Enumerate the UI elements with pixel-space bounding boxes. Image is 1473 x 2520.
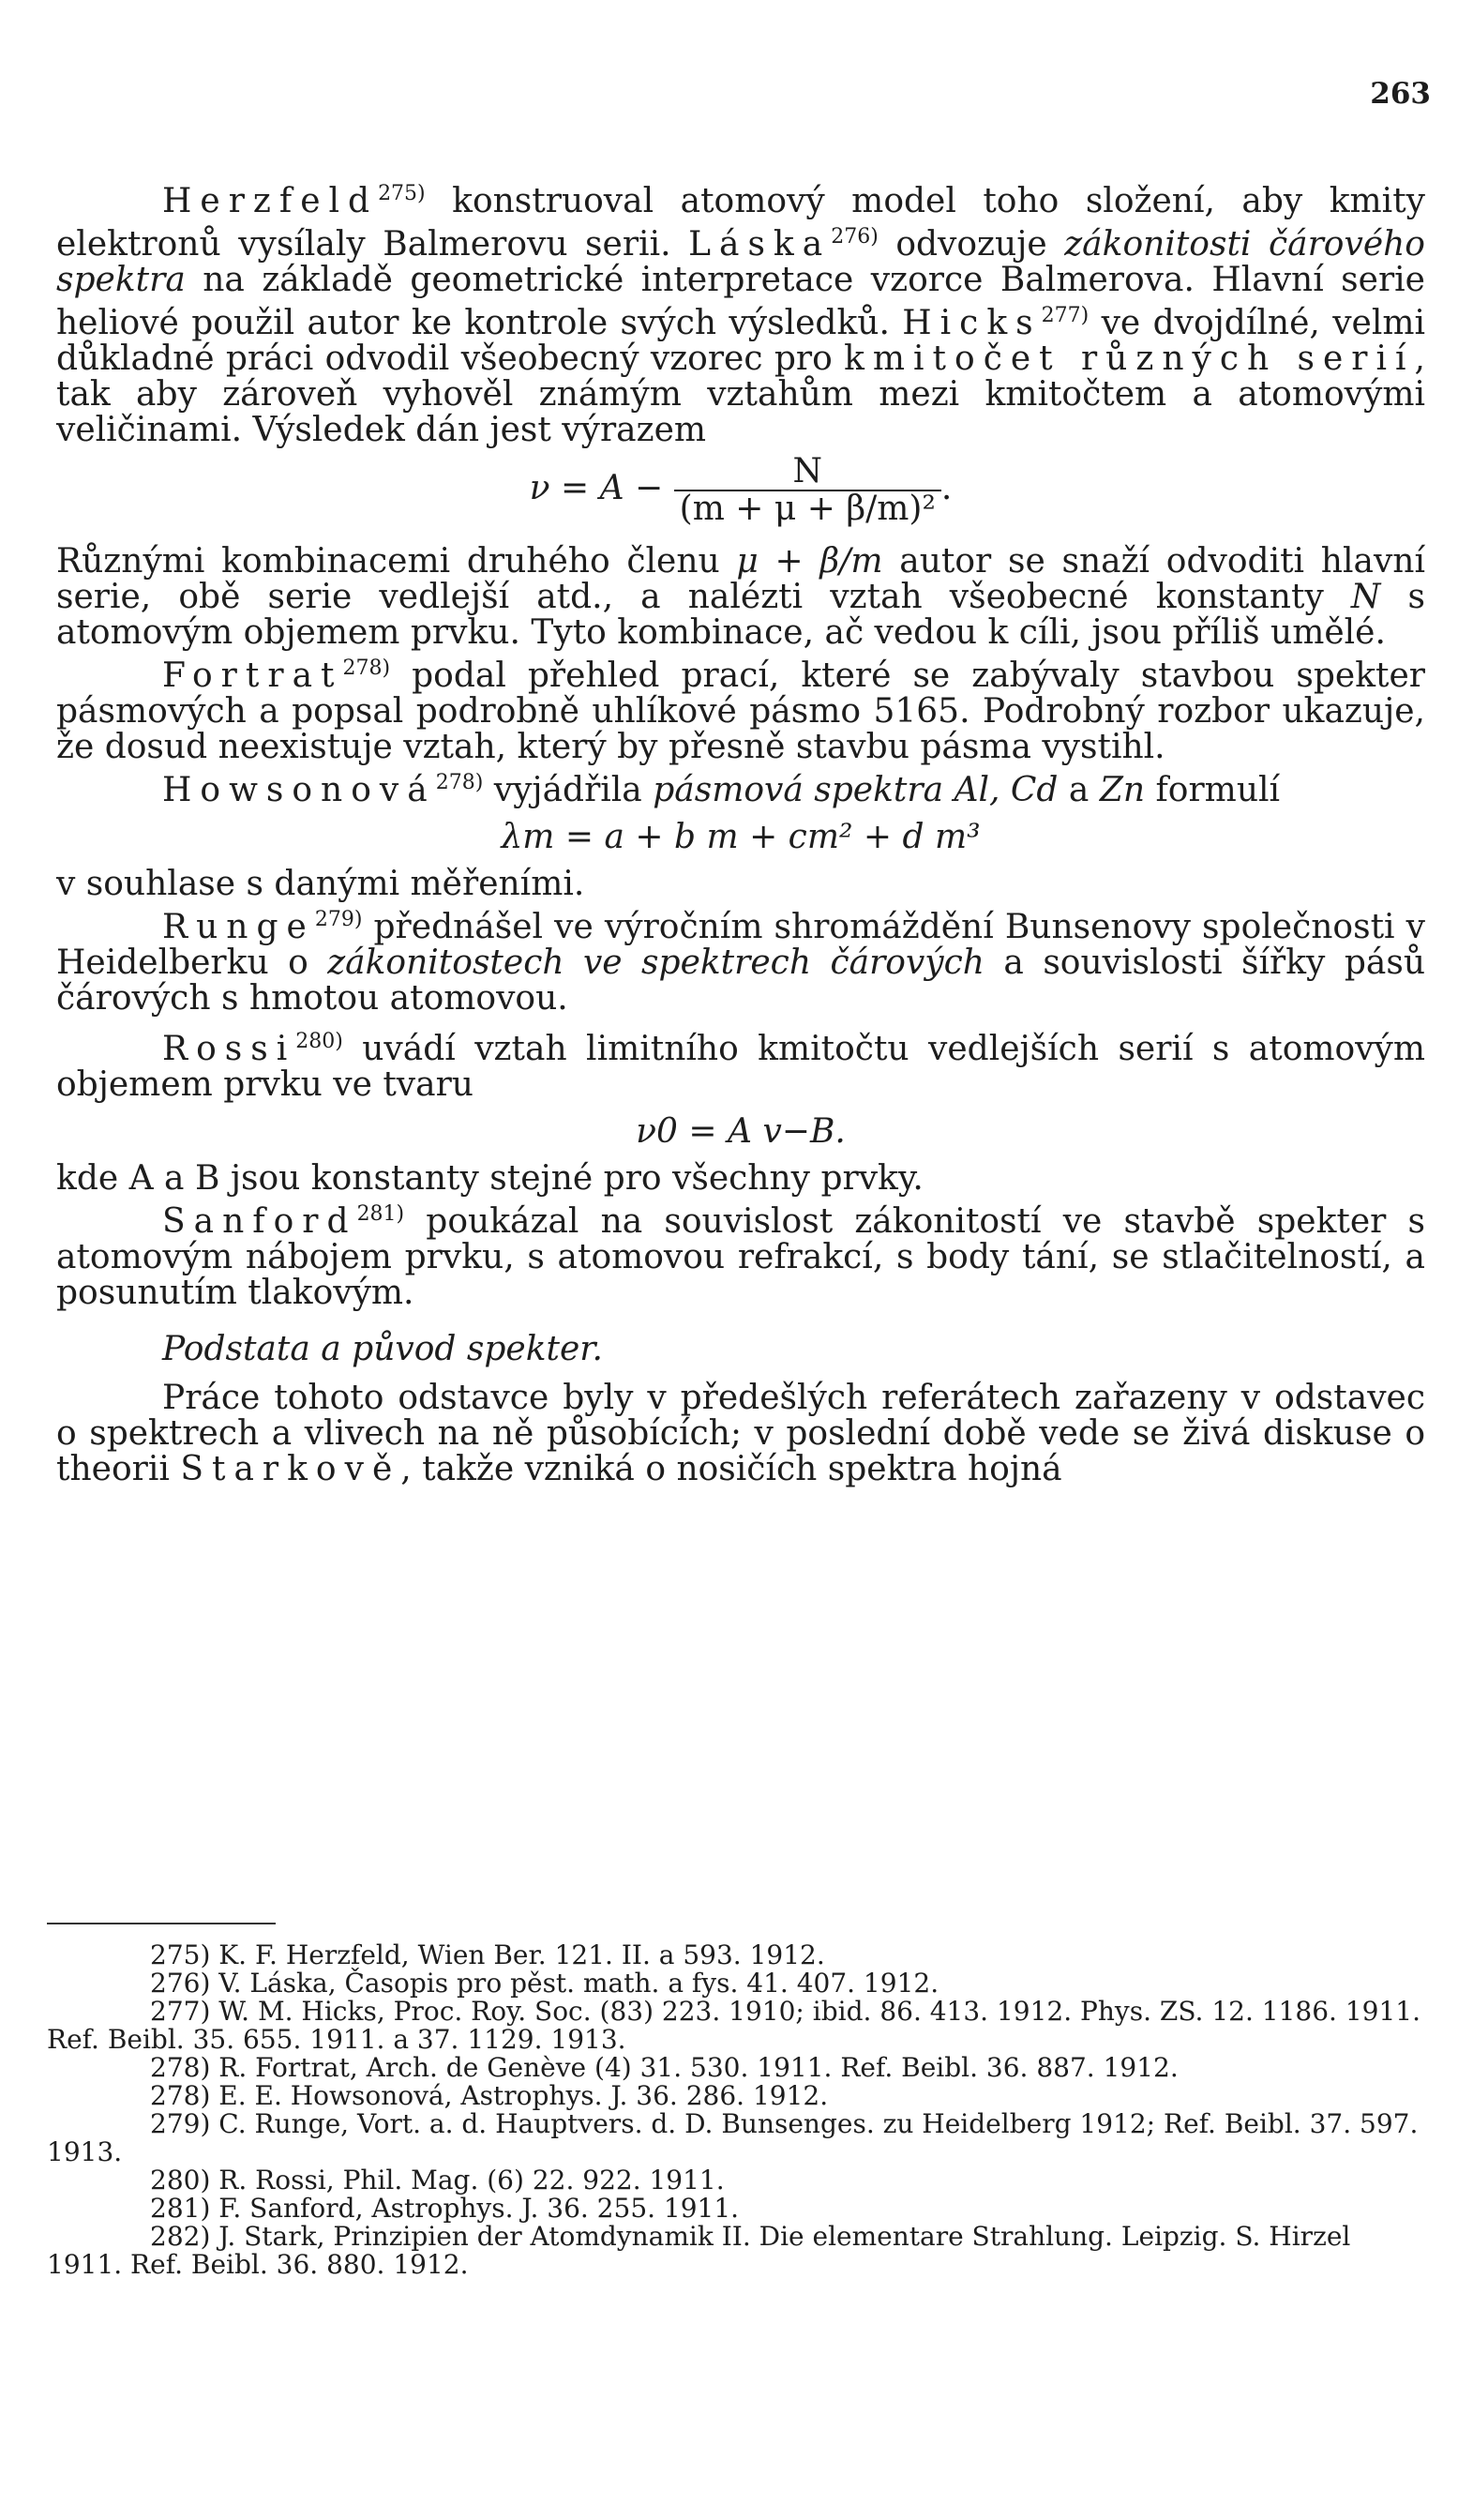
equation-text: ν0 = A v−B. xyxy=(636,1112,846,1151)
spaced-text: kmitočet různých serií xyxy=(844,340,1415,378)
footnotes xyxy=(47,1941,1425,2279)
footnote: 277) W. M. Hicks, Proc. Roy. Soc. (83) 223. 1910; ibid. 86. 413. 1912. Phys. ZS. 12. 1186. 1911. Ref. Beibl. 35. 655. 1911. a 37. 1129. 1913. xyxy=(47,1996,1420,2055)
paragraph-sanford xyxy=(56,1197,1425,1311)
footnote-ref: 281) xyxy=(356,1202,405,1226)
main-text xyxy=(56,176,1425,1487)
footnote-ref: 277) xyxy=(1041,304,1090,327)
author-name: Hicks xyxy=(902,304,1042,342)
text: konstruoval atomový model toho složení, aby kmity elektronů vysílaly Balmerovu serii. xyxy=(56,182,1425,264)
footnote: 279) C. Runge, Vort. a. d. Hauptvers. d. D. Bunsenges. zu Heidelberg 1912; Ref. Beibl. 37. 597. 1913. xyxy=(47,2108,1419,2167)
author-name: Rossi xyxy=(162,1030,296,1068)
paragraph-souhlas: v souhlase s danými měřeními. xyxy=(56,865,585,903)
text: , takže vzniká o nosičích spektra hojná xyxy=(400,1450,1062,1488)
paragraph-podstata xyxy=(56,1381,1425,1487)
text: autor se snaží odvoditi hlavní serie, obě serie vedlejší atd., a nalézti vztah všeobecné konstanty xyxy=(56,542,1425,616)
footnote-ref: 275) xyxy=(378,182,426,205)
equation-hicks xyxy=(56,454,1425,527)
footnote-ref: 280) xyxy=(295,1030,343,1053)
text: uvádí vztah limitního kmitočtu vedlejších serií s atomovým objemem prvku ve tvaru xyxy=(56,1030,1425,1104)
equation-text: λm = a + b m + cm² + d m³ xyxy=(501,818,981,856)
footnote: 278) E. E. Howsonová, Astrophys. J. 36. 286. 1912. xyxy=(150,2080,829,2111)
equation-fraction xyxy=(674,454,941,527)
text: poukázal na souvislost zákonitostí ve stavbě spekter s atomovým nábojem prvku, s atomovou refrakcí, s body tání, se stlačitelností, a posunutím tlakovým. xyxy=(56,1202,1425,1312)
author-name: Sanford xyxy=(162,1202,357,1241)
equation-rossi xyxy=(56,1114,1425,1150)
footnote-divider xyxy=(47,1923,276,1924)
paragraph-howsonova xyxy=(56,765,1425,808)
footnote-ref: 278) xyxy=(435,771,484,794)
footnote: 281) F. Sanford, Astrophys. J. 36. 255. 1911. xyxy=(150,2193,740,2224)
author-name: Herzfeld xyxy=(162,182,379,220)
equation-end: . xyxy=(940,469,953,507)
text: Práce tohoto odstavce byly v předešlých referátech zařazeny v odstavec o spektrech a vlivech na ně působících; v poslední době vede se živá diskuse o theorii xyxy=(56,1379,1425,1488)
author-name: Howsonová xyxy=(162,771,436,809)
footnote: 276) V. Láska, Časopis pro pěst. math. a fys. 41. 407. 1912. xyxy=(150,1968,939,1999)
footnote: 282) J. Stark, Prinzipien der Atomdynamik II. Die elementare Strahlung. Leipzig. S. Hirzel 1911. Ref. Beibl. 36. 880. 1912. xyxy=(47,2221,1351,2280)
equation-lhs: ν = A − xyxy=(529,469,664,507)
author-name: Láska xyxy=(688,225,832,264)
footnote: 278) R. Fortrat, Arch. de Genève (4) 31. 530. 1911. Ref. Beibl. 36. 887. 1912. xyxy=(150,2052,1179,2083)
symbol-N: N xyxy=(1350,578,1381,616)
paragraph-konstanty: kde A a B jsou konstanty stejné pro všechny prvky. xyxy=(56,1159,924,1198)
footnote: 280) R. Rossi, Phil. Mag. (6) 22. 922. 1911. xyxy=(150,2165,725,2196)
text: , tak aby zároveň vyhověl známým vztahům mezi kmitočtem a atomovými veličinami. Výsledek dán jest výrazem xyxy=(56,340,1425,449)
footnote-ref: 279) xyxy=(314,908,363,931)
paragraph-kombinace xyxy=(56,544,1425,651)
author-name: Fortrat xyxy=(162,656,343,695)
page-number: 263 xyxy=(1370,77,1431,111)
text: Různými kombinacemi druhého členu xyxy=(56,542,737,581)
text: a xyxy=(1058,771,1100,809)
text: s atomovým objemem prvku. Tyto kombinace, ač vedou k cíli, jsou příliš umělé. xyxy=(56,578,1425,652)
text: podal přehled prací, které se zabývaly stavbou spekter pásmových a popsal podrobně uhlíkové pásmo 5165. Podrobný rozbor ukazuje, že dosud neexistuje vztah, který by přesně stavbu pásma vystihl. xyxy=(56,656,1425,766)
text: ve dvojdílné, velmi důkladné práci odvodil všeobecný vzorec pro xyxy=(56,304,1425,378)
text: vyjádřila xyxy=(483,771,654,809)
fraction-numerator: N xyxy=(674,454,941,491)
paragraph-herzfeld xyxy=(56,176,1425,448)
author-name: Starkově xyxy=(180,1450,401,1488)
paragraph-fortrat xyxy=(56,651,1425,765)
footnote-ref: 276) xyxy=(831,225,879,249)
inline-expression: μ + β/m xyxy=(736,542,883,581)
footnote: 275) K. F. Herzfeld, Wien Ber. 121. II. a 593. 1912. xyxy=(150,1939,825,1970)
paragraph-rossi xyxy=(56,1024,1425,1103)
italic-text: pásmová spektra Al, Cd xyxy=(653,771,1059,809)
text: přednášel ve výročním shromáždění Bunsenovy společnosti v Heidelberku o xyxy=(56,908,1425,982)
equation-howsonova xyxy=(56,820,1425,855)
text: a souvislosti šířky pásů čárových s hmotou atomovou. xyxy=(56,943,1425,1018)
section-heading: Podstata a původ spekter. xyxy=(162,1330,604,1368)
italic-text: zákonitostech ve spektrech čárových xyxy=(327,943,985,982)
text: formulí xyxy=(1145,771,1281,809)
fraction-denominator: (m + μ + β/m)² xyxy=(679,490,936,528)
text: na základě geometrické interpretace vzorce Balmerova. Hlavní serie heliové použil autor ke kontrole svých výsledků. xyxy=(56,261,1425,342)
author-name: Runge xyxy=(162,908,315,946)
paragraph-runge xyxy=(56,902,1425,1017)
italic-text: Zn xyxy=(1099,771,1146,809)
text: odvozuje xyxy=(878,225,1065,264)
footnote-ref: 278) xyxy=(342,656,391,680)
italic-text: zákonitosti čárového spektra xyxy=(56,225,1425,299)
